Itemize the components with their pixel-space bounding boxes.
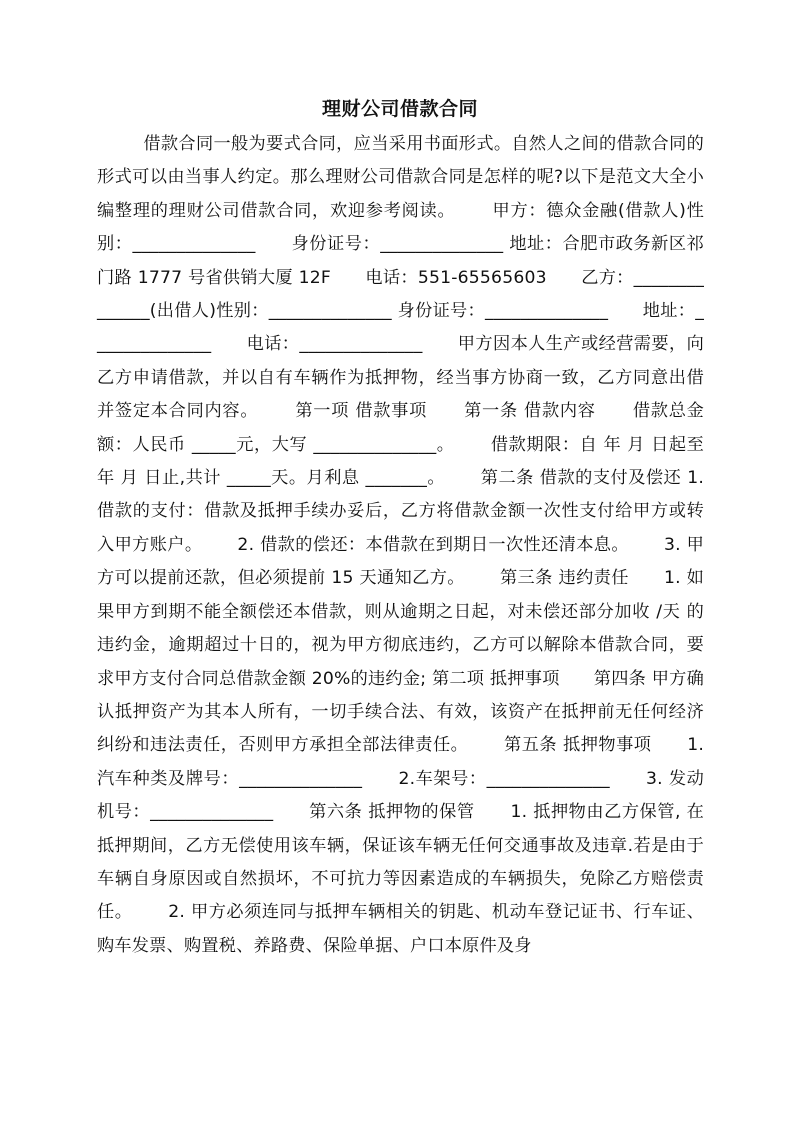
document-title: 理财公司借款合同 <box>321 98 478 120</box>
document-body: 借款合同一般为要式合同，应当采用书面形式。自然人之间的借款合同的形式可以由当事人约定。那么理财公司借款合同是怎样的呢?以下是范文大全小编整理的理财公司借款合同，欢迎参考阅读。 甲方：德众金融(借款人)性别：______________ 身份证号：______________ 地址：合肥市政务新区祁门路 1777 号省供销大厦 12F 电话：551-65565603 乙方：______________(出借人)性别：______________ 身份证号：______________ 地址：______________ 电话：______________ 甲方因本人生产或经营需要，向乙方申请借款，并以自有车辆作为抵押物，经当事方协商一致，乙方同意出借并签定本合同内容。 第一项 借款事项 第一条 借款内容 借款总金额：人民币 _____元，大写 ______________。 借款期限：自 年 月 日起至 年 月 日止,共计 _____天。月利息 _______。 第二条 借款的支付及偿还 1. 借款的支付：借款及抵押手续办妥后，乙方将借款金额一次性支付给甲方或转入甲方账户。 2. 借款的偿还：本借款在到期日一次性还清本息。 3. 甲方可以提前还款，但必须提前 15 天通知乙方。 第三条 违约责任 1. 如果甲方到期不能全额偿还本借款，则从逾期之日起，对未偿还部分加收 /天 的违约金，逾期超过十日的，视为甲方彻底违约，乙方可以解除本借款合同，要求甲方支付合同总借款金额 20%的违约金; 第二项 抵押事项 第四条 甲方确认抵押资产为其本人所有，一切手续合法、有效，该资产在抵押前无任何经济纠纷和违法责任，否则甲方承担全部法律责任。 第五条 抵押物事项 1.汽车种类及牌号：______________ 2.车架号：______________ 3. 发动机号：______________ 第六条 抵押物的保管 1. 抵押物由乙方保管, 在抵押期间，乙方无偿使用该车辆，保证该车辆无任何交通事故及违章.若是由于车辆自身原因或自然损坏，不可抗力等因素造成的车辆损失，免除乙方赔偿责任。 2. 甲方必须连同与抵押车辆相关的钥匙、机动车登记证书、行车证、购车发票、购置税、养路费、保险单据、户口本原件及身 <box>97 134 710 956</box>
